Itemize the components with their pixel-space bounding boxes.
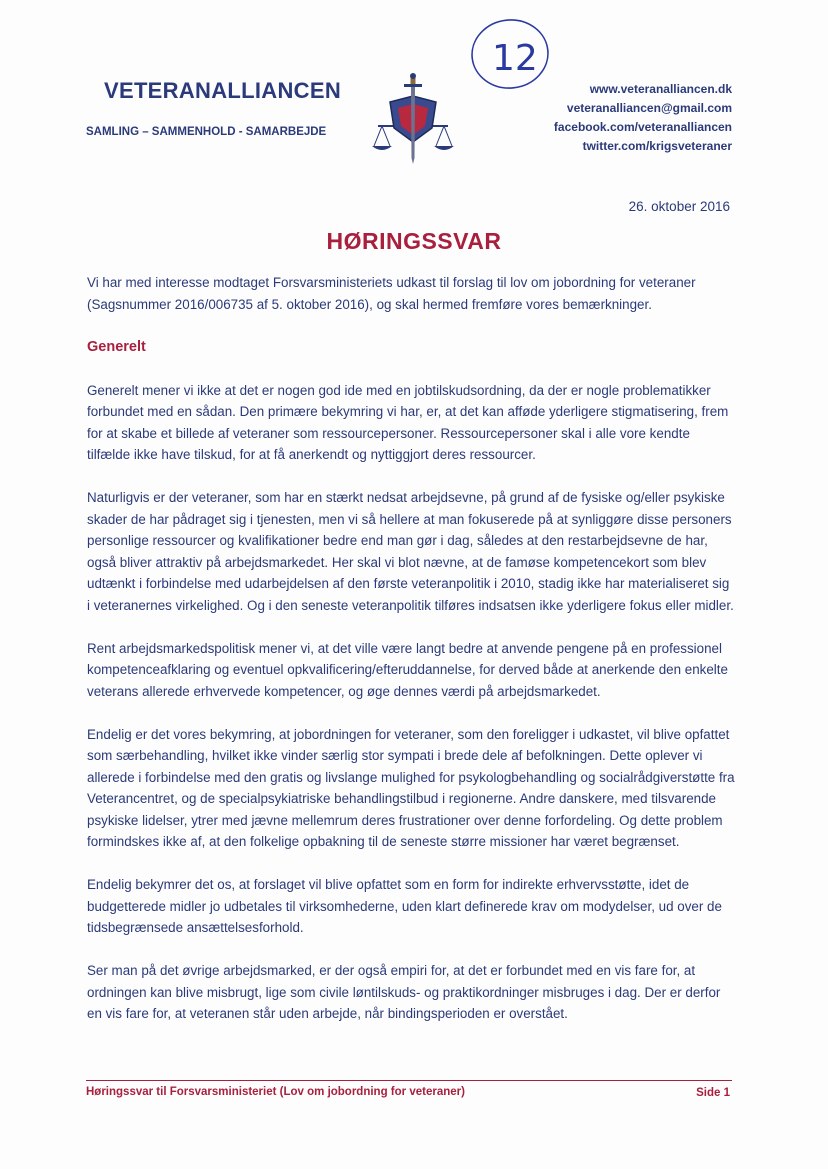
body-paragraph: Endelig er det vores bekymring, at jobordningen for veteraner, som den foreligger i udkastet, vil blive opfattet som særbehandling, hvilket ikke vinder særlig stor sympati i brede dele af befolkningen. Dette oplever vi allerede i forbindelse med den gratis og livslange mulighed for psykologbehandling og socialrådgiverstøtte fra Veterancentret, og de specialpsykiatriske behandlingstilbud i regionerne. Andre danskere, med tilsvarende psykiske lidelser, ytrer med jævne mellemrum deres frustrationer over denne forfordeling. Og dette problem formindskes ikke af, at den folkelige opbakning til de seneste større missioner har været begrænset.: [87, 726, 735, 849]
document-body: [87, 272, 735, 1046]
body-paragraph: Endelig bekymrer det os, at forslaget vil blive opfattet som en form for indirekte erhvervsstøtte, idet de budgetterede midler jo udbetales til virksomhederne, uden klart definerede krav om modydelser, ud over de tidsbegrænsede ansættelsesforhold.: [87, 877, 722, 935]
org-slogan: SAMLING – SAMMENHOLD - SAMARBEJDE: [86, 126, 327, 138]
intro-paragraph: Vi har med interesse modtaget Forsvarsministeriets udkast til forslag til lov om jobordning for veteraner (Sagsnummer 2016/006735 af 5. oktober 2016), og skal hermed fremføre vores bemærkninger.: [87, 275, 696, 312]
org-name: VETERANALLIANCEN: [104, 78, 342, 103]
website-link[interactable]: www.veteranalliancen.dk: [589, 82, 732, 96]
facebook-link[interactable]: facebook.com/veteranalliancen: [553, 120, 732, 134]
page-title: HØRINGSSVAR: [326, 228, 502, 254]
body-paragraph: Ser man på det øvrige arbejdsmarked, er der også empiri for, at det er forbundet med en vis fare for, at ordningen kan blive misbrugt, lige som civile løntilskuds- og praktikordninger misbruges i dag. Der er derfor en vis fare for, at veteranen står uden arbejde, når bindingsperioden er overstået.: [87, 963, 721, 1021]
body-paragraph: Generelt mener vi ikke at det er nogen god ide med en jobtilskudsordning, da der er nogle problematikker forbundet med en sådan. Den primære bekymring vi har, er, at det kan afføde yderligere stigmatisering, frem for at skabe et billede af veteraner som ressourcepersoner. Ressourcepersoner skal i alle vore kendte tilfælde ikke have tilskud, for at få anerkendt og nyttiggjort deres ressourcer.: [87, 382, 729, 462]
sword-shield-scales-icon: [368, 72, 458, 168]
footer-title: Høringssvar til Forsvarsministeriet (Lov om jobordning for veteraner): [86, 1086, 465, 1098]
footer-divider: [86, 1080, 732, 1081]
body-paragraph: Naturligvis er der veteraner, som har en stærkt nedsat arbejdsevne, på grund af de fysiske og/eller psykiske skader de har pådraget sig i tjenesten, men vi så hellere at man fokuserede på at synliggøre disse personers personlige ressourcer og kvalifikationer bedre end man gør i dag, således at den restarbejdsevne de har, også bliver attraktiv på arbejdsmarkedet. Her skal vi blot nævne, at de famøse kompetencekort som blev udtænkt i forbindelse med udarbejdelsen af den første veteranpolitik i 2010, stadig ikke har materialiseret sig i veteranernes virkelighed. Og i den seneste veteranpolitik tilføres indsatsen ikke yderligere fokus eller midler.: [87, 490, 734, 613]
document-date: 26. oktober 2016: [628, 199, 730, 214]
page-mark-text: 12: [492, 38, 538, 79]
footer-page-number: Side 1: [696, 1087, 730, 1099]
body-paragraph: Rent arbejdsmarkedspolitisk mener vi, at det ville være langt bedre at anvende pengene på en professionel kompetenceafklaring og eventuel opkvalificering/efteruddannelse, for derved både at anerkende den enkelte veterans allerede erhvervede kompetencer, og øge dennes værdi på arbejdsmarkedet.: [87, 640, 728, 699]
section-heading: Generelt: [87, 338, 146, 355]
contact-block: [554, 80, 732, 156]
email-link[interactable]: veteranalliancen@gmail.com: [566, 101, 732, 115]
twitter-link[interactable]: twitter.com/krigsveteraner: [582, 139, 732, 153]
handwritten-page-number-icon: [466, 12, 554, 96]
